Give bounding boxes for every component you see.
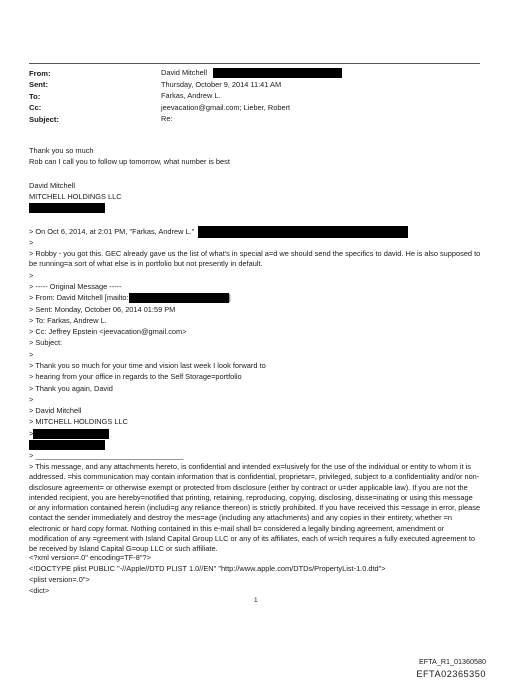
cc-value: jeevacation@gmail.com; Lieber, Robert [161, 103, 291, 112]
from-label: From: [29, 69, 51, 78]
quoted-line: > hearing from your office in regards to the Self Storage=portfolio [29, 372, 242, 381]
xml-line: <dict> [29, 586, 50, 595]
xml-line: <!DOCTYPE plist PUBLIC "-//Apple//DTD PLIST 1.0//EN" "http://www.apple.com/DTDs/PropertyList-1.0.dtd"> [29, 564, 386, 573]
body-line: Thank you so much [29, 146, 94, 155]
sent-value: Thursday, October 9, 2014 11:41 AM [161, 80, 282, 89]
quoted-line: > [29, 238, 34, 247]
redaction-box [213, 68, 342, 78]
quoted-line [29, 293, 231, 303]
from-value [161, 68, 342, 78]
quoted-line: > ____________________________________ [29, 451, 184, 460]
signature-company: MITCHELL HOLDINGS LLC [29, 192, 122, 201]
redaction-box [29, 203, 105, 213]
quoted-line: > Cc: Jeffrey Epstein <jeevacation@gmail.com> [29, 327, 187, 336]
quoted-line: > MITCHELL HOLDINGS LLC [29, 417, 128, 426]
redaction-box [198, 226, 408, 238]
quoted-text: > From: David Mitchell [mailto: [29, 293, 129, 302]
quoted-line: > [29, 395, 34, 404]
quoted-line: > Subject: [29, 338, 63, 347]
quoted-line: > Thank you so much for your time and vision last week I look forward to [29, 361, 266, 370]
bates-number-primary: EFTA_R1_01360580 [419, 657, 486, 666]
quoted-line [29, 429, 109, 439]
xml-line: <?xml version=.0" encoding=TF-8"?> [29, 553, 151, 562]
quoted-line: > Sent: Monday, October 06, 2014 01:59 PM [29, 305, 176, 314]
subject-value: Re: [161, 114, 173, 123]
quoted-line: > Thank you again, David [29, 384, 113, 393]
header-top-rule [29, 63, 480, 64]
disclaimer-paragraph: > This message, and any attachments hereto, is confidential and intended ex=lusively for the use of the individual or entity to whom it is addressed. =his communication may contain information that is confidential, proprietar=, privileged, subject to a confidentiality and/or non-disclosure agreement= or otherwise exempt or protected from disclosure (either by contract or u=der applicable law). If you are not the intended recipient, you are hereby=notified that printing, retaining, reproducing, copying, disclosing, disse=inating or using this message or any information contained herein (includi=g any reliance thereon) is strictly prohibited. If you have received this =essage in error, please contact the sender immediately and destroy the mes=age (including any attachments) and any copies in their entirety, whether =n electronic or hard copy format. Nothing contained in this e-mail shall b= considered a legally binding agreement, amendment or modification of any =greement with Island Capital Group LLC or any of its affiliates, each of w=ich requires a fully executed agreement to be received by Island Capital G=oup LLC or such affiliate. [29, 462, 481, 554]
bates-number-secondary: EFTA02365350 [416, 669, 486, 679]
quoted-line: > ----- Original Message ----- [29, 282, 122, 291]
to-label: To: [29, 92, 41, 101]
subject-label: Subject: [29, 115, 59, 124]
quoted-line: > [29, 350, 34, 359]
to-value: Farkas, Andrew L. [161, 91, 221, 100]
xml-line: <plist version=.0"> [29, 575, 90, 584]
redaction-box [29, 440, 105, 450]
signature-name: David Mitchell [29, 181, 76, 190]
quoted-line: > David Mitchell [29, 406, 82, 415]
redaction-box [33, 429, 109, 439]
cc-label: Cc: [29, 103, 42, 112]
quoted-text: ] [228, 293, 231, 302]
quoted-text: > [29, 429, 34, 438]
quoted-line [29, 226, 408, 238]
sent-label: Sent: [29, 80, 48, 89]
quoted-line: > [29, 271, 34, 280]
redaction-box [129, 293, 229, 303]
quoted-text: > On Oct 6, 2014, at 2:01 PM, "Farkas, Andrew L." [29, 226, 195, 236]
page-number: 1 [254, 597, 258, 604]
quoted-line: > To: Farkas, Andrew L. [29, 316, 107, 325]
body-line: Rob can I call you to follow up tomorrow, what number is best [29, 157, 230, 166]
quoted-paragraph: > Robby - you got this. GEC already gave us the list of what's in special a=d we should send the specifics to david. He is also supposed to be running=a sort of what else is in portfolio but not presently in default. [29, 249, 481, 269]
from-name: David Mitchell [161, 68, 208, 77]
